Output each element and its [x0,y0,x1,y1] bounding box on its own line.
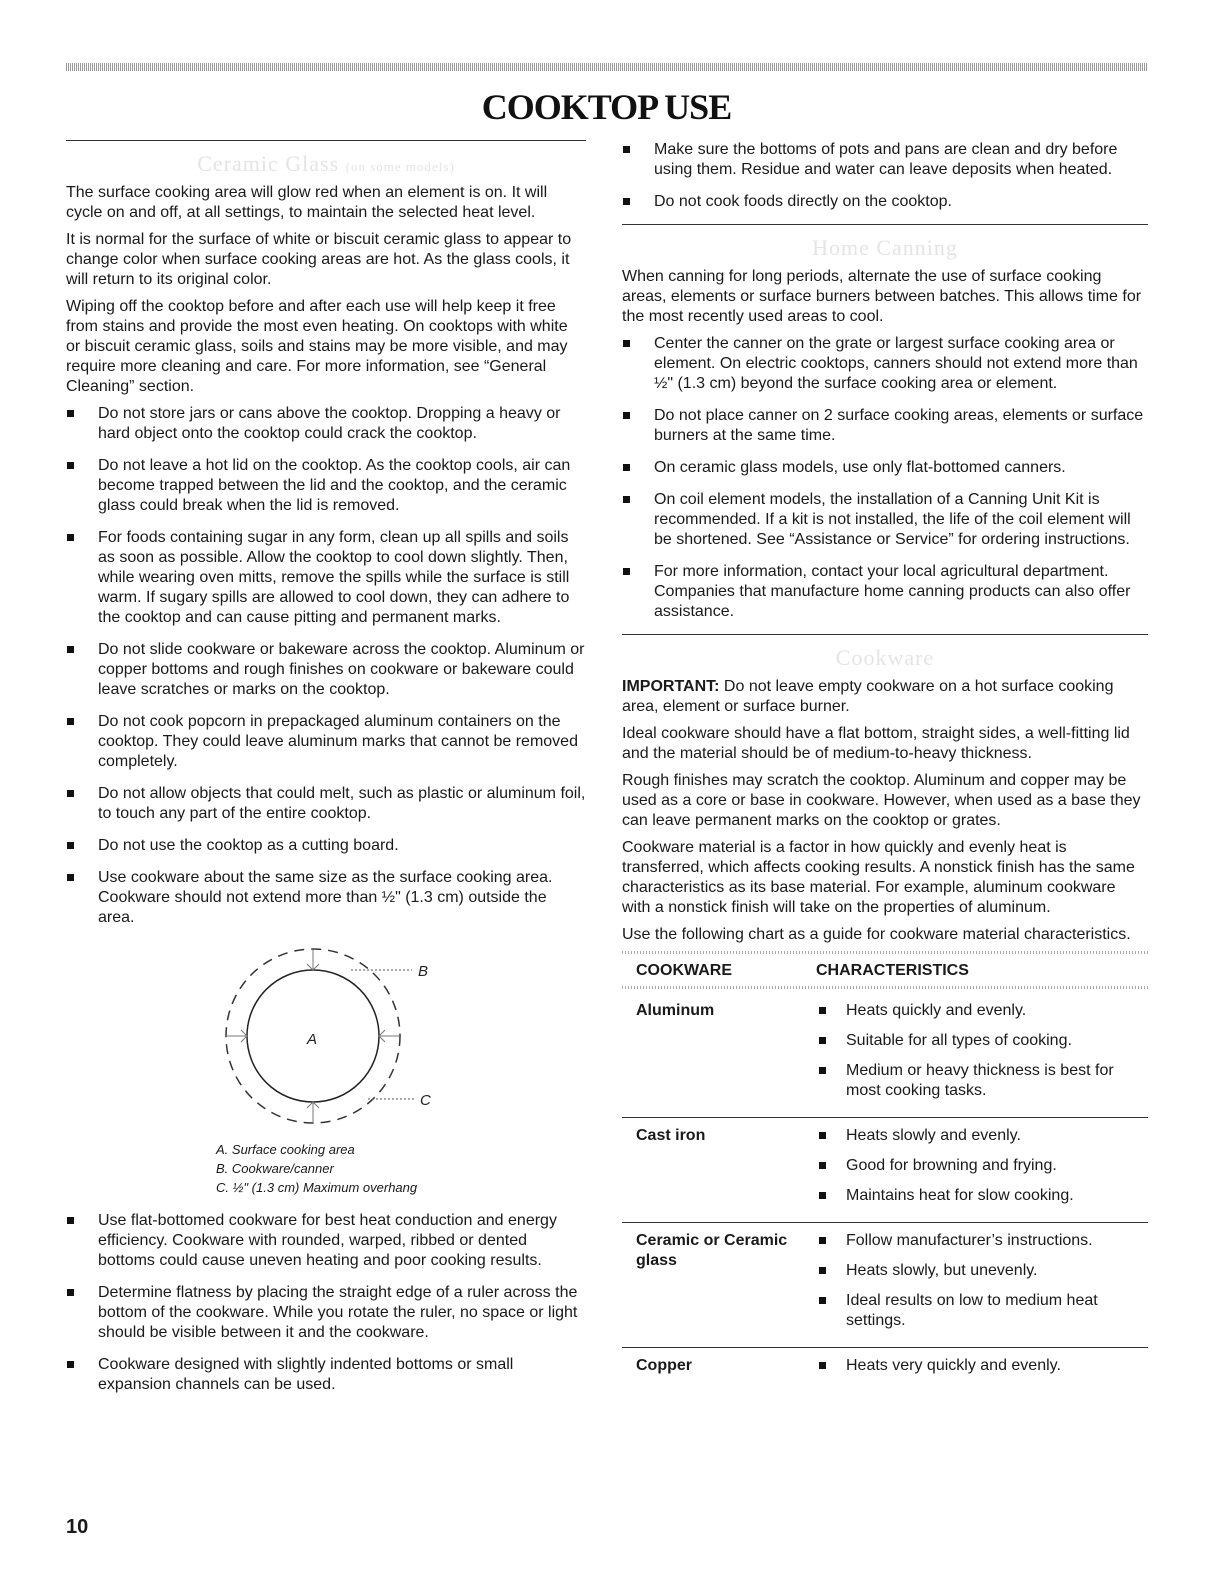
important-text: Do not leave empty cookware on a hot surface cooking area, element or surface burner. [622,678,1114,715]
list-item-text: Do not cook popcorn in prepackaged aluminum containers on the cooktop. They could leave aluminum marks that cannot be removed completely. [98,713,578,770]
list-item-text: Do not store jars or cans above the cooktop. Dropping a heavy or hard object onto the cooktop could crack the cooktop. [98,405,561,442]
label-c: C [420,1092,431,1109]
list-item-text: Do not allow objects that could melt, such as plastic or aluminum foil, to touch any part of the entire cooktop. [98,785,586,822]
bullet-icon [819,1132,826,1139]
list-item [66,456,586,516]
list-item [622,334,1148,394]
list-item-text: Maintains heat for slow cooking. [846,1187,1074,1204]
list-item-text: Use cookware about the same size as the surface cooking area. Cookware should not extend more than ½" (1.3 cm) outside the area. [98,869,553,926]
bullet-icon [67,410,74,417]
right-column [622,140,1148,1392]
header-characteristics: CHARACTERISTICS [816,962,969,979]
bullet-icon [67,534,74,541]
row-characteristics [818,1356,1148,1386]
home-canning-bullets [622,334,1148,622]
list-item-text: Do not cook foods directly on the cooktop. [654,193,952,210]
table-row [622,1348,1148,1392]
paragraph: Wiping off the cooktop before and after each use will help keep it free from stains and provide the most even heating. On cooktops with white or biscuit ceramic glass, soils and stains may be more visible, and may require more cleaning and care. For more information, see “General Cleaning” section. [66,298,568,395]
bullet-icon [67,1289,74,1296]
bullet-icon [623,496,630,503]
ceramic-glass-bullets [66,404,586,928]
section-rule [622,224,1148,225]
table-row [622,1118,1148,1223]
paragraph: Use the following chart as a guide for cookware material characteristics. [622,926,1131,943]
ceramic-glass-note: (on some models) [345,159,455,174]
bullet-icon [623,568,630,575]
bullet-icon [67,1217,74,1224]
list-item-text: Ideal results on low to medium heat settings. [846,1292,1098,1329]
bullet-icon [623,198,630,205]
list-item [622,490,1148,550]
list-item [622,406,1148,446]
list-item [818,1061,1148,1101]
paragraph: Cookware material is a factor in how quickly and evenly heat is transferred, which affects cooking results. A nonstick finish has the same characteristics as its base material. For example, aluminum cookware with a nonstick finish will take on the properties of aluminum. [622,839,1135,916]
bullet-icon [67,1361,74,1368]
row-name: Aluminum [636,1002,715,1019]
home-canning-heading: Home Canning [812,235,958,260]
top-dotted-rule [66,63,1148,71]
list-item [818,1231,1148,1251]
bullet-icon [819,1067,826,1074]
list-item [622,458,1148,478]
list-item-text: Good for browning and frying. [846,1157,1057,1174]
row-characteristics [818,1231,1148,1341]
bullet-icon [819,1297,826,1304]
cookware-table [622,951,1148,1392]
bullet-icon [67,874,74,881]
bullet-icon [819,1267,826,1274]
bullet-icon [623,464,630,471]
list-item [818,1126,1148,1146]
list-item [66,640,586,700]
bullet-icon [819,1362,826,1369]
list-item [66,1355,586,1395]
list-item-text: Heats slowly and evenly. [846,1127,1021,1144]
list-item [818,1356,1148,1376]
list-item [66,868,586,928]
important-label: IMPORTANT: [622,678,720,695]
bullet-icon [67,646,74,653]
list-item-text: For more information, contact your local agricultural department. Companies that manufacture home canning products can also offer assistance. [654,563,1131,620]
list-item-text: Do not place canner on 2 surface cooking areas, elements or surface burners at the same time. [654,407,1144,444]
bullet-icon [819,1007,826,1014]
paragraph: It is normal for the surface of white or biscuit ceramic glass to appear to change color when surface cooking areas are hot. As the glass cools, it will return to its original color. [66,231,572,288]
bullet-icon [819,1192,826,1199]
list-item-text: On ceramic glass models, use only flat-bottomed canners. [654,459,1066,476]
paragraph: The surface cooking area will glow red when an element is on. It will cycle on and off, at all settings, to maintain the selected heat level. [66,184,548,221]
bullet-icon [819,1037,826,1044]
list-item [622,192,1148,212]
list-item-text: Heats very quickly and evenly. [846,1357,1061,1374]
row-name: Ceramic or Ceramic glass [636,1232,788,1269]
paragraph: Rough finishes may scratch the cooktop. Aluminum and copper may be used as a core or base in cookware. However, when used as a base they can leave permanent marks on the cooktop or grates. [622,772,1141,829]
caption-b: B. Cookware/canner [216,1161,334,1176]
ceramic-glass-heading [66,151,586,177]
page-number: 10 [66,1516,89,1538]
ceramic-glass-title: Ceramic Glass [197,151,340,176]
list-item [622,140,1148,180]
list-item [818,1001,1148,1021]
list-item [818,1156,1148,1176]
figure-caption [66,1140,586,1197]
paragraph: Ideal cookware should have a flat bottom, straight sides, a well-fitting lid and the material should be of medium-to-heavy thickness. [622,725,1130,762]
bullet-icon [67,842,74,849]
list-item-text: Use flat-bottomed cookware for best heat conduction and energy efficiency. Cookware with rounded, warped, ribbed or dented bottoms could cause uneven heating and poor cooking results. [98,1212,557,1269]
list-item-text: For foods containing sugar in any form, clean up all spills and soils as soon as possible. Allow the cooktop to cool down slightly. Then, while wearing oven mitts, remove the spills while the surface is still warm. If sugary spills are allowed to cool down, they can adhere to the cooktop and can cause pitting and permanent marks. [98,529,570,626]
list-item-text: Center the canner on the grate or largest surface cooking area or element. On electric cooktops, canners should not extend more than ½" (1.3 cm) beyond the surface cooking area or element. [654,335,1138,392]
flatness-bullets [66,1211,586,1395]
caption-a: A. Surface cooking area [216,1142,355,1157]
list-item [66,1211,586,1271]
cookware-heading: Cookware [835,645,935,670]
important-paragraph [622,677,1148,717]
list-item [66,836,586,856]
page-title: COOKTOP USE [481,87,732,127]
overhang-arrow-icon [307,1102,319,1122]
bullet-icon [623,412,630,419]
list-item [818,1291,1148,1331]
bullet-icon [819,1237,826,1244]
list-item-text: Do not leave a hot lid on the cooktop. As the cooktop cools, air can become trapped between the lid and the cooktop, and the ceramic glass could break when the lid is removed. [98,457,571,514]
table-header-rule [622,986,1148,989]
table-row [622,993,1148,1118]
list-item-text: Medium or heavy thickness is best for most cooking tasks. [846,1062,1114,1099]
list-item [66,712,586,772]
list-item-text: Do not slide cookware or bakeware across the cooktop. Aluminum or copper bottoms and rough finishes on cookware or bakeware could leave scratches or marks on the cooktop. [98,641,585,698]
bullet-icon [67,462,74,469]
row-characteristics [818,1001,1148,1111]
overhang-arrow-icon [307,950,319,970]
overhang-arrow-icon [379,1030,399,1042]
bullet-icon [623,340,630,347]
left-column [66,140,586,1407]
list-item [66,1283,586,1343]
list-item-text: Heats slowly, but unevenly. [846,1262,1038,1279]
overhang-arrow-icon [227,1030,247,1042]
list-item-text: Determine flatness by placing the straight edge of a ruler across the bottom of the cookware. While you rotate the ruler, no space or light should be visible between it and the cookware. [98,1284,578,1341]
table-top-rule [622,951,1148,954]
cleaning-bullets [622,140,1148,212]
list-item-text: Cookware designed with slightly indented bottoms or small expansion channels can be used. [98,1356,514,1393]
list-item [66,528,586,628]
label-b: B [418,963,429,980]
list-item [622,562,1148,622]
list-item-text: On coil element models, the installation of a Canning Unit Kit is recommended. If a kit is not installed, the life of the coil element will be shortened. See “Assistance or Service” for ordering instructions. [654,491,1131,548]
list-item [66,784,586,824]
bullet-icon [67,790,74,797]
list-item [818,1031,1148,1051]
list-item-text: Suitable for all types of cooking. [846,1032,1072,1049]
header-cookware: COOKWARE [636,962,732,979]
list-item-text: Make sure the bottoms of pots and pans are clean and dry before using them. Residue and water can leave deposits when heated. [654,141,1118,178]
section-rule [622,634,1148,635]
table-row [622,1223,1148,1348]
diagram-svg [66,940,586,1140]
bullet-icon [67,718,74,725]
list-item-text: Heats quickly and evenly. [846,1002,1027,1019]
list-item [66,404,586,444]
section-rule [66,140,586,141]
table-header [622,958,1148,986]
row-name: Cast iron [636,1127,706,1144]
list-item [818,1261,1148,1281]
label-a: A [307,1031,318,1048]
list-item [818,1186,1148,1206]
cookware-overhang-diagram [66,940,586,1140]
bullet-icon [623,146,630,153]
paragraph: When canning for long periods, alternate the use of surface cooking areas, elements or surface burners between batches. This allows time for the most recently used areas to cool. [622,268,1142,325]
row-characteristics [818,1126,1148,1216]
list-item-text: Follow manufacturer’s instructions. [846,1232,1093,1249]
bullet-icon [819,1162,826,1169]
caption-c: C. ½" (1.3 cm) Maximum overhang [216,1180,418,1195]
list-item-text: Do not use the cooktop as a cutting board. [98,837,399,854]
row-name: Copper [636,1357,692,1374]
